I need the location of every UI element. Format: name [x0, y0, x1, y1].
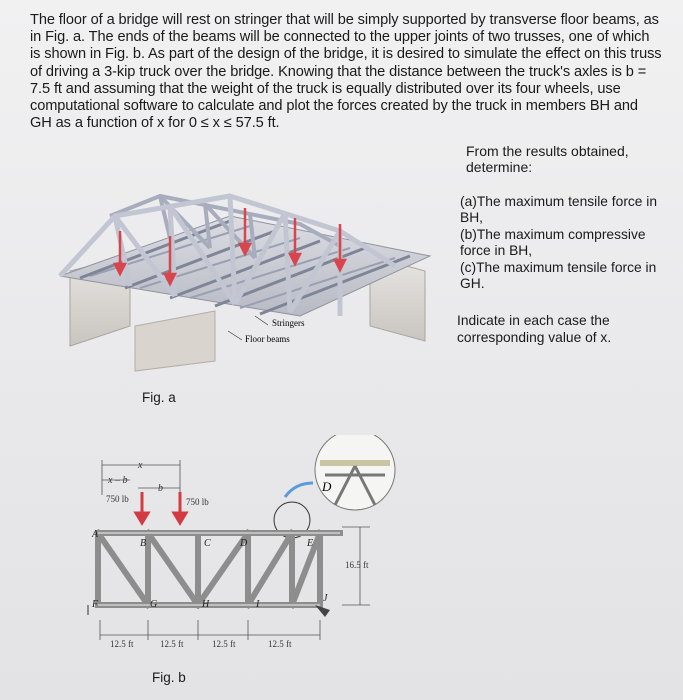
label-floor-beams: Floor beams — [245, 334, 290, 344]
span-4: 12.5 ft — [268, 639, 292, 649]
determine-block — [458, 143, 673, 176]
indicate-text: Indicate in each case the corresponding value of x. — [457, 313, 612, 345]
determine-text: From the results obtained, determine: — [466, 143, 629, 176]
dim-b: b — [158, 483, 163, 494]
joint-J: J — [323, 593, 328, 604]
question-c: (c)The maximum tensile force in GH. — [460, 259, 657, 292]
fig-a-bridge-drawing — [40, 176, 460, 376]
joint-H: H — [202, 599, 210, 610]
questions-list — [460, 194, 675, 292]
problem-statement — [30, 12, 670, 132]
fig-b-caption: Fig. b — [152, 670, 186, 685]
load-left: 750 lb — [106, 494, 129, 504]
dim-x: x — [138, 460, 143, 471]
joint-D: D — [240, 538, 248, 549]
joint-B: B — [140, 538, 147, 549]
question-a: (a)The maximum tensile force in BH, — [460, 194, 658, 226]
label-stringers: Stringers — [272, 318, 305, 328]
span-1: 12.5 ft — [110, 639, 134, 649]
joint-F: F — [92, 599, 99, 610]
question-b: (b)The maximum compressive force in BH, — [460, 226, 646, 259]
span-3: 12.5 ft — [212, 639, 236, 649]
height-dimension: 16.5 ft — [345, 560, 369, 570]
joint-C: C — [204, 538, 211, 549]
span-2: 12.5 ft — [160, 639, 184, 649]
load-right: 750 lb — [186, 497, 209, 507]
problem-text: The floor of a bridge will rest on stringer that will be simply supported by transverse floor beams, as in Fig. a. The ends of the beams will be connected to the upper joints of two trusses, one of which is shown in Fig. b. As part of the design of the bridge, it is desired to simulate the effect on this truss of driving a 3-kip truck over the bridge. Knowing that the distance between the truck's axles is b = 7.5 ft and assuming that the weight of the truck is equally distributed over its four wheels, use computational software to calculate and plot the forces created by the truck in members BH and GH as a function of x for 0 ≤ x ≤ 57.5 ft. — [30, 12, 662, 132]
fig-a-caption: Fig. a — [142, 390, 176, 405]
dim-x-minus-b: x – b — [108, 475, 128, 486]
joint-A: A — [92, 529, 99, 540]
joint-I: I — [256, 599, 260, 610]
detail-label-d: D — [322, 479, 332, 494]
joint-E: E — [307, 538, 314, 549]
joint-G: G — [150, 599, 158, 610]
fig-b-truss-drawing — [80, 435, 480, 660]
detail-circle — [315, 435, 395, 510]
